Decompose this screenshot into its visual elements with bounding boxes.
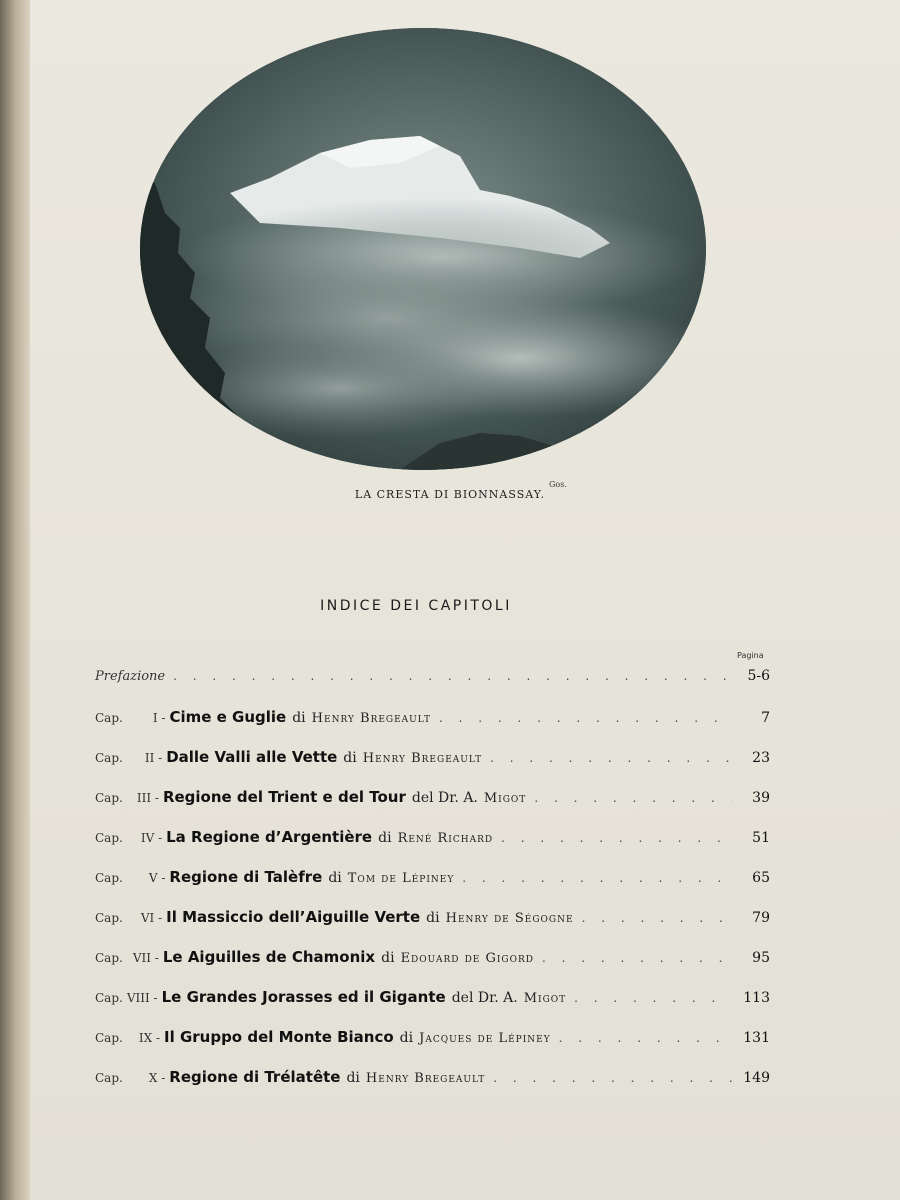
- chapter-number: VIII -: [126, 991, 158, 1005]
- chapter-page: 79: [752, 910, 770, 926]
- chapter-number: I -: [152, 711, 166, 725]
- toc-row: [95, 948, 770, 978]
- toc-row: [95, 908, 770, 938]
- chapter-number: X -: [148, 1071, 166, 1085]
- chapter-author: Migot: [523, 991, 567, 1006]
- preface-page: 5-6: [747, 668, 770, 684]
- chapter-number: III -: [136, 791, 159, 805]
- cap-label: Cap.: [95, 1071, 123, 1085]
- cap-label: Cap.: [95, 871, 123, 885]
- chapter-title: Cime e Guglie: [169, 708, 287, 726]
- chapter-number: II -: [144, 751, 163, 765]
- chapter-author: Edouard de Gigord: [400, 951, 534, 966]
- chapter-title: Regione di Talèfre: [169, 868, 323, 886]
- chapter-page: 39: [752, 790, 770, 806]
- chapter-author: Henry Bregeault: [311, 711, 432, 726]
- author-connector: di: [426, 910, 440, 926]
- toc-row: [95, 1068, 770, 1098]
- toc-row-preface: [95, 668, 770, 698]
- chapter-author: Jacques de Lépiney: [419, 1031, 551, 1046]
- author-connector: di: [399, 1030, 414, 1046]
- author-connector: di: [346, 1070, 360, 1086]
- chapter-title: Regione di Trélatête: [169, 1068, 341, 1086]
- author-connector: di: [381, 950, 395, 966]
- leader-dots: [559, 1031, 732, 1045]
- chapter-page: 113: [743, 990, 770, 1006]
- chapter-author: Tom de Lépiney: [347, 871, 455, 886]
- toc-row: [95, 828, 770, 858]
- chapter-title: Regione del Trient e del Tour: [162, 788, 406, 806]
- author-connector: del Dr. A.: [411, 790, 478, 806]
- toc-row: [95, 788, 770, 818]
- chapter-page: 131: [743, 1030, 770, 1046]
- mountain-photo: [140, 28, 706, 470]
- toc-row: [95, 708, 770, 738]
- author-connector: del Dr. A.: [451, 990, 518, 1006]
- leader-dots: [173, 669, 732, 683]
- chapter-number: VII -: [132, 951, 159, 965]
- toc-row: [95, 868, 770, 898]
- page-column-label: Pagina: [737, 651, 764, 660]
- cap-label: Cap.: [95, 711, 123, 725]
- chapter-title: Il Gruppo del Monte Bianco: [164, 1028, 394, 1046]
- author-connector: di: [328, 870, 342, 886]
- chapter-page: 65: [752, 870, 770, 886]
- toc-row: [95, 1028, 770, 1058]
- chapter-author: Migot: [483, 791, 527, 806]
- cap-label: Cap.: [95, 951, 123, 965]
- leader-dots: [574, 991, 732, 1005]
- leader-dots: [490, 751, 732, 765]
- preface-label: Prefazione: [95, 669, 166, 684]
- toc-heading: INDICE DEI CAPITOLI: [320, 598, 512, 614]
- photo-credit: Gos.: [549, 480, 567, 489]
- chapter-title: Le Grandes Jorasses ed il Gigante: [161, 988, 446, 1006]
- leader-dots: [493, 1071, 732, 1085]
- author-connector: di: [343, 750, 357, 766]
- cap-label: Cap.: [95, 911, 123, 925]
- leader-dots: [501, 831, 732, 845]
- author-connector: di: [378, 830, 392, 846]
- chapter-author: René Richard: [397, 831, 494, 846]
- leader-dots: [439, 711, 732, 725]
- cap-label: Cap.: [95, 791, 123, 805]
- cap-label: Cap.: [95, 831, 123, 845]
- cap-label: Cap.: [95, 991, 123, 1005]
- chapter-title: Il Massiccio dell’Aiguille Verte: [166, 908, 421, 926]
- leader-dots: [462, 871, 732, 885]
- cap-label: Cap.: [95, 751, 123, 765]
- leader-dots: [582, 911, 732, 925]
- photo-caption: LA CRESTA DI BIONNASSAY.: [354, 488, 546, 501]
- chapter-title: La Regione d’Argentière: [166, 828, 373, 846]
- leader-dots: [534, 791, 732, 805]
- chapter-page: 23: [752, 750, 770, 766]
- chapter-page: 149: [743, 1070, 770, 1086]
- author-connector: di: [292, 710, 306, 726]
- cap-label: Cap.: [95, 1031, 123, 1045]
- chapter-page: 51: [752, 830, 770, 846]
- chapter-number: IX -: [138, 1031, 160, 1045]
- toc-row: [95, 748, 770, 778]
- chapter-author: Henry Bregeault: [362, 751, 483, 766]
- chapter-number: VI -: [140, 911, 163, 925]
- chapter-page: 7: [761, 710, 770, 726]
- chapter-author: Henry Bregeault: [365, 1071, 486, 1086]
- toc-row: [95, 988, 770, 1018]
- chapter-number: IV -: [140, 831, 163, 845]
- chapter-author: Henry de Ségogne: [445, 911, 574, 926]
- chapter-title: Dalle Valli alle Vette: [166, 748, 338, 766]
- chapter-number: V -: [148, 871, 166, 885]
- chapter-page: 95: [752, 950, 770, 966]
- leader-dots: [542, 951, 732, 965]
- chapter-title: Le Aiguilles de Chamonix: [162, 948, 376, 966]
